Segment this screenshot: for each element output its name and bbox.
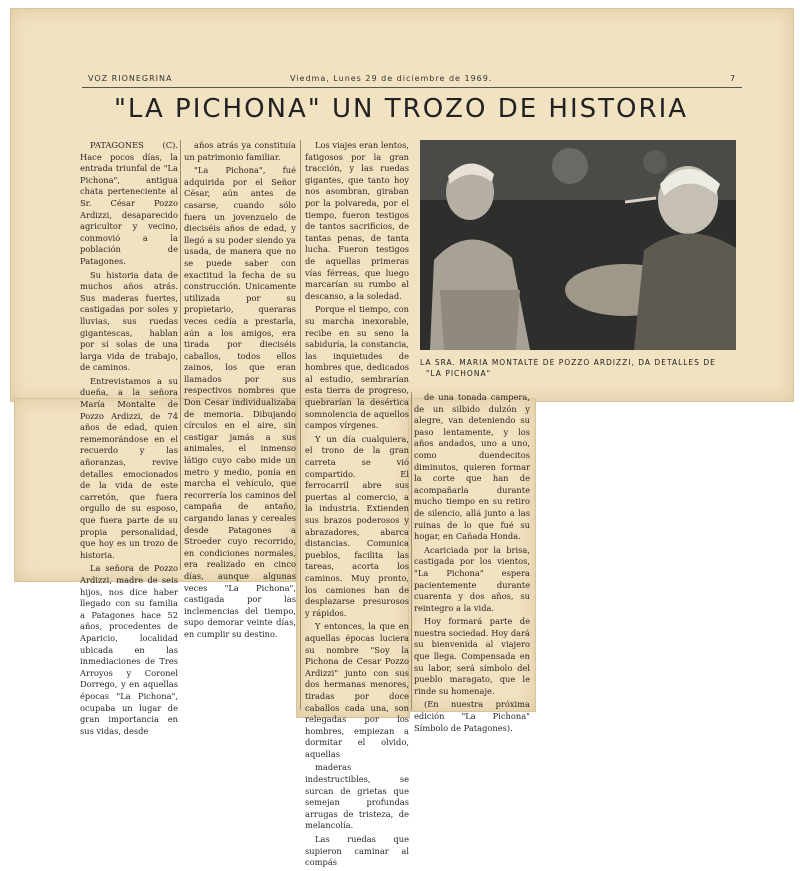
paragraph: Y un día cualquiera, el trono de la gran carreta se vió compartido. El ferrocarril abre sus puertas al comercio, a la industria. Extienden sus brazos poderosos y abrazadores, abarca distancias. Comunica pueblos, facilita las tareas, acorta los caminos. Muy pronto, los camiones han de desplazarse presurosos y rápidos. bbox=[305, 433, 409, 618]
newspaper-name: VOZ RIONEGRINA bbox=[88, 74, 173, 83]
caption-line-1: LA SRA. MARIA MONTALTE DE POZZO ARDIZZI, DA DETALLES DE bbox=[420, 358, 716, 367]
article-column-1 bbox=[80, 140, 178, 739]
paragraph: La señora de Pozzo Ardizzi, madre de seis hijos, nos dice haber llegado con su familia a Patagones hace 52 años, procedentes de Aparicio, localidad ubicada en las inmediaciones de Tres Arroyos y Coronel Dorrego, y en aquellas épocas "La Pichona", ocupaba un lugar de gran importancia en sus vidas, desde bbox=[80, 563, 178, 736]
paragraph: Los viajes eran lentos, fatigosos por la gran tracción, y las ruedas gigantes, que tanto hoy nos asombran, giraban por la polvareda, por el tiempo, fueron testigos de tantos sacrificios, de tantas penas, de tanta lucha. Fueron testigos de aquellas primeras vías férreas, que luego marcarían su rumbo al descanso, a la soledad. bbox=[305, 140, 410, 301]
paragraph: Entrevistamos a su dueña, a la señora María Montalte de Pozzo Ardizzi, de 74 años de edad, quien rememorándose en el recuerdo y las añoranzas, revive detalles emocionados de la vida de este carretón, que fuera orgullo de su esposo, que fuera parte de su propia personalidad, que hoy es un trozo de historia. bbox=[80, 375, 178, 560]
masthead bbox=[82, 73, 742, 88]
paragraph: Porque el tiempo, con su marcha inexorable, recibe en su seno la sabiduría, la constancia, las inquietudes de hombres que, dedicados al estudio, sembrarían esta tierra de progreso, quebrarían la desértica somnolencia de aquellos campos vírgenes. bbox=[305, 304, 409, 431]
paragraph: maderas indestructibles, se surcan de grietas que semejan profundas arrugas de tristeza, de melancolía. bbox=[305, 762, 409, 831]
paragraph: Y entonces, la que en aquellas épocas luciera su nombre "Soy la Pichona de Cesar Pozzo Ardizzi" junto con sus dos hermanas menores, tiradas por doce caballos cada una, son relegadas por los hombres, empiezan a dormitar el olvido, aquellas bbox=[305, 621, 409, 759]
photo-caption bbox=[420, 357, 750, 379]
article-column-4 bbox=[414, 392, 530, 736]
paragraph: Acariciada por la brisa, castigada por los vientos, "La Pichona" espera pacientemente durante cuarenta y dos años, su reintegro a la vida. bbox=[414, 544, 530, 613]
column-rule bbox=[180, 140, 181, 570]
photo-image bbox=[420, 140, 736, 350]
article-column-3 bbox=[305, 140, 409, 871]
issue-date: Viedma, Lunes 29 de diciembre de 1969. bbox=[290, 74, 493, 83]
paragraph: (En nuestra próxima edición "La Pichona" Símbolo de Patagones). bbox=[414, 699, 530, 733]
paragraph: Hoy formará parte de nuestra sociedad. Hoy dará su bienvenida al viajero que llega. Compensada en su labor, será símbolo del pueblo maragato, que le rinde su homenaje. bbox=[414, 616, 530, 696]
news-photo bbox=[420, 140, 736, 350]
headline: "LA PICHONA" UN TROZO DE HISTORIA bbox=[113, 94, 689, 124]
page-number: 7 bbox=[730, 74, 737, 83]
paragraph: "La Pichona", fué adquirida por el Señor César, aún antes de casarse, cuando sólo fuera un jovenzuelo de dieciséis años de edad, y llegó a su poder siendo ya usada, de manera que no se puede saber con exactitud la fecha de su construcción. Unicamente utilizada por su propietario, queraras veces cedía a prestarla, aún a los amigos, era tirada por dieciséis caballos, todos ellos zainos, los que eran llamados por sus respectivos nombres que Don Cesar individualizaba de memoria. Dibujando círculos en el aire, sin castigar jamás a sus animales, el inmenso látigo cuyo cabo mide un metro y medio, ponía en marcha el vehículo, que recorrería los caminos del campaña de antaño, cargando lanas y cereales desde Patagones a Stroeder cuyo recorrido, en condiciones normales, era realizado en cinco días, aunque algunas veces "La Pichona", castigada por las inclemencias del tiempo, supo demorar veinte días, en cumplir su destino. bbox=[184, 165, 296, 639]
paragraph: de una tonada campera, de un silbido dulzón y alegre, van deteniendo su paso lentamente, y los años andados, uno a uno, como duendecitos diminutos, quieren formar la corte que han de acompañarla durante mucho tiempo en su retiro de silencio, allá junto a las ruinas de lo que fué su hogar, en Cañada Honda. bbox=[414, 392, 530, 542]
article-column-2 bbox=[184, 140, 296, 643]
column-rule bbox=[300, 140, 301, 710]
paragraph: PATAGONES (C). Hace pocos días, la entrada triunfal de "La Pichona", antigua chata perteneciente al Sr. César Pozzo Ardizzi, desaparecido agricultor y vecino, conmovió a la población de Patagones. bbox=[80, 140, 178, 266]
caption-line-2: "LA PICHONA" bbox=[426, 369, 492, 378]
column-rule bbox=[411, 392, 412, 710]
paragraph: Las ruedas que supieron caminar al compás bbox=[305, 834, 409, 868]
paragraph: años atrás ya constituía un patrimonio familiar. bbox=[184, 140, 296, 162]
paragraph: Su historia data de muchos años atrás. Sus maderas fuertes, castigadas por soles y lluvias, sus ruedas gigantescas, hablan por sí solas de una larga vida de trabajo, de caminos. bbox=[80, 269, 178, 373]
